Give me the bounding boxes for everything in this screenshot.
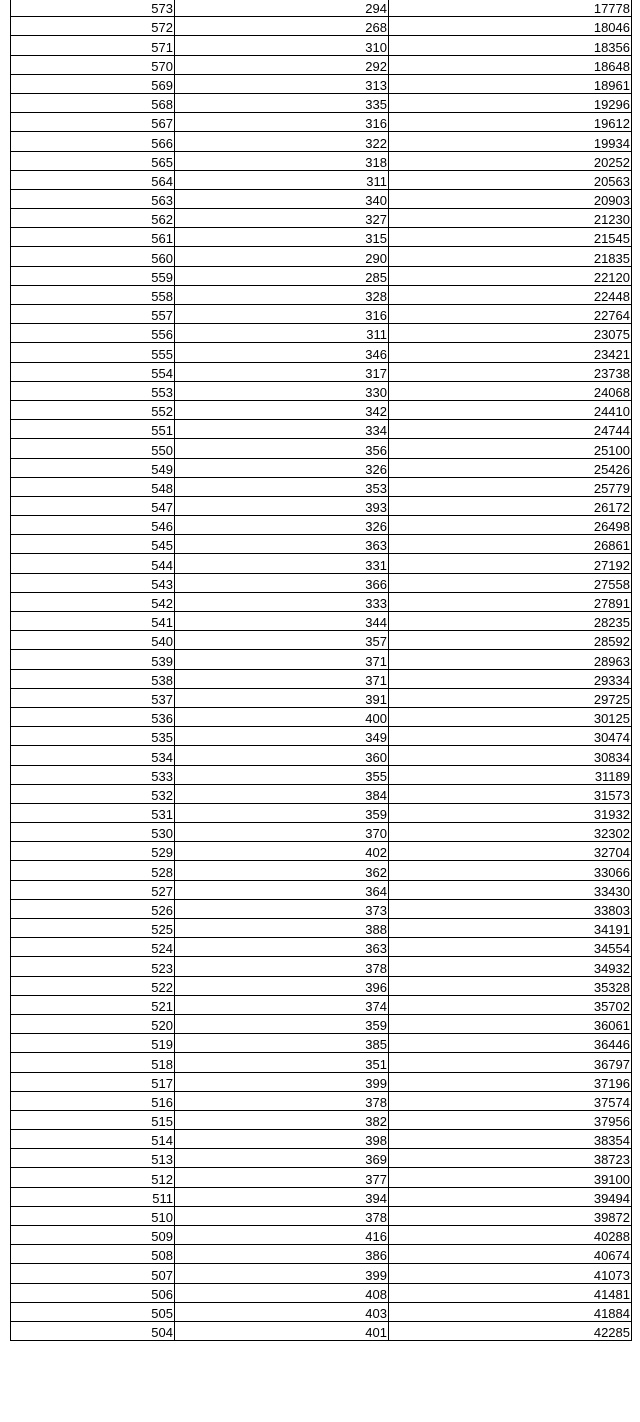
score-cell: 539: [11, 650, 175, 669]
table-row: [11, 650, 632, 669]
count-cell: 357: [175, 631, 389, 650]
count-cell: 373: [175, 899, 389, 918]
table-row: [11, 228, 632, 247]
cumulative-cell: 26172: [389, 496, 632, 515]
cumulative-cell: 30834: [389, 746, 632, 765]
count-cell: 403: [175, 1302, 389, 1321]
count-cell: 310: [175, 36, 389, 55]
score-cell: 536: [11, 707, 175, 726]
count-cell: 316: [175, 305, 389, 324]
table-row: [11, 919, 632, 938]
score-cell: 557: [11, 305, 175, 324]
score-cell: 523: [11, 957, 175, 976]
count-cell: 400: [175, 707, 389, 726]
cumulative-cell: 31932: [389, 803, 632, 822]
score-cell: 515: [11, 1110, 175, 1129]
count-cell: 363: [175, 938, 389, 957]
table-row: [11, 477, 632, 496]
table-row: [11, 784, 632, 803]
score-cell: 511: [11, 1187, 175, 1206]
score-cell: 534: [11, 746, 175, 765]
cumulative-cell: 30125: [389, 707, 632, 726]
cumulative-cell: 34191: [389, 919, 632, 938]
count-cell: 359: [175, 803, 389, 822]
cumulative-cell: 41481: [389, 1283, 632, 1302]
cumulative-cell: 19296: [389, 93, 632, 112]
score-cell: 518: [11, 1053, 175, 1072]
cumulative-cell: 23421: [389, 343, 632, 362]
table-row: [11, 976, 632, 995]
count-cell: 315: [175, 228, 389, 247]
count-cell: 408: [175, 1283, 389, 1302]
cumulative-cell: 41073: [389, 1264, 632, 1283]
score-cell: 522: [11, 976, 175, 995]
cumulative-cell: 24744: [389, 420, 632, 439]
table-row: [11, 1226, 632, 1245]
cumulative-cell: 29334: [389, 669, 632, 688]
score-cell: 535: [11, 727, 175, 746]
score-cell: 506: [11, 1283, 175, 1302]
score-cell: 510: [11, 1206, 175, 1225]
count-cell: 371: [175, 650, 389, 669]
score-cell: 521: [11, 995, 175, 1014]
score-cell: 520: [11, 1014, 175, 1033]
count-cell: 346: [175, 343, 389, 362]
count-cell: 311: [175, 170, 389, 189]
cumulative-cell: 18961: [389, 74, 632, 93]
cumulative-cell: 25100: [389, 439, 632, 458]
cumulative-cell: 17778: [389, 0, 632, 17]
cumulative-cell: 36446: [389, 1034, 632, 1053]
cumulative-cell: 38723: [389, 1149, 632, 1168]
cumulative-cell: 34554: [389, 938, 632, 957]
count-cell: 378: [175, 1091, 389, 1110]
count-cell: 401: [175, 1321, 389, 1340]
score-cell: 552: [11, 400, 175, 419]
score-cell: 547: [11, 496, 175, 515]
score-cell: 517: [11, 1072, 175, 1091]
count-cell: 378: [175, 1206, 389, 1225]
table-row: [11, 381, 632, 400]
table-row: [11, 1014, 632, 1033]
score-cell: 546: [11, 516, 175, 535]
score-cell: 527: [11, 880, 175, 899]
cumulative-cell: 19612: [389, 113, 632, 132]
cumulative-cell: 37574: [389, 1091, 632, 1110]
table-row: [11, 592, 632, 611]
cumulative-cell: 33803: [389, 899, 632, 918]
table-row: [11, 1149, 632, 1168]
table-row: [11, 746, 632, 765]
score-cell: 572: [11, 17, 175, 36]
count-cell: 342: [175, 400, 389, 419]
table-row: [11, 420, 632, 439]
count-cell: 326: [175, 458, 389, 477]
table-row: [11, 439, 632, 458]
cumulative-cell: 22120: [389, 266, 632, 285]
table-row: [11, 938, 632, 957]
count-cell: 369: [175, 1149, 389, 1168]
table-row: [11, 1264, 632, 1283]
table-row: [11, 1091, 632, 1110]
cumulative-cell: 19934: [389, 132, 632, 151]
cumulative-cell: 33066: [389, 861, 632, 880]
table-row: [11, 1187, 632, 1206]
table-row: [11, 496, 632, 515]
cumulative-cell: 39494: [389, 1187, 632, 1206]
score-cell: 568: [11, 93, 175, 112]
count-cell: 335: [175, 93, 389, 112]
cumulative-cell: 38354: [389, 1130, 632, 1149]
score-cell: 561: [11, 228, 175, 247]
table-row: [11, 362, 632, 381]
score-cell: 550: [11, 439, 175, 458]
count-cell: 285: [175, 266, 389, 285]
count-cell: 371: [175, 669, 389, 688]
table-row: [11, 612, 632, 631]
score-cell: 513: [11, 1149, 175, 1168]
score-cell: 566: [11, 132, 175, 151]
cumulative-cell: 35328: [389, 976, 632, 995]
score-cell: 554: [11, 362, 175, 381]
cumulative-cell: 22764: [389, 305, 632, 324]
score-cell: 542: [11, 592, 175, 611]
cumulative-cell: 39872: [389, 1206, 632, 1225]
cumulative-cell: 20903: [389, 189, 632, 208]
score-cell: 556: [11, 324, 175, 343]
count-cell: 294: [175, 0, 389, 17]
table-row: [11, 285, 632, 304]
cumulative-cell: 24068: [389, 381, 632, 400]
score-cell: 512: [11, 1168, 175, 1187]
count-cell: 318: [175, 151, 389, 170]
count-cell: 340: [175, 189, 389, 208]
count-cell: 393: [175, 496, 389, 515]
table-row: [11, 209, 632, 228]
count-cell: 364: [175, 880, 389, 899]
table-row: [11, 688, 632, 707]
cumulative-cell: 20252: [389, 151, 632, 170]
score-cell: 543: [11, 573, 175, 592]
cumulative-cell: 37956: [389, 1110, 632, 1129]
cumulative-cell: 18046: [389, 17, 632, 36]
score-cell: 540: [11, 631, 175, 650]
count-cell: 374: [175, 995, 389, 1014]
cumulative-cell: 26861: [389, 535, 632, 554]
cumulative-cell: 21230: [389, 209, 632, 228]
table-row: [11, 1302, 632, 1321]
count-cell: 382: [175, 1110, 389, 1129]
table-body: [11, 0, 632, 1341]
cumulative-cell: 23738: [389, 362, 632, 381]
count-cell: 349: [175, 727, 389, 746]
cumulative-cell: 27891: [389, 592, 632, 611]
table-row: [11, 1283, 632, 1302]
count-cell: 356: [175, 439, 389, 458]
count-cell: 292: [175, 55, 389, 74]
count-cell: 328: [175, 285, 389, 304]
count-cell: 313: [175, 74, 389, 93]
cumulative-cell: 30474: [389, 727, 632, 746]
cumulative-cell: 34932: [389, 957, 632, 976]
table-row: [11, 1034, 632, 1053]
cumulative-cell: 42285: [389, 1321, 632, 1340]
score-cell: 569: [11, 74, 175, 93]
score-cell: 571: [11, 36, 175, 55]
table-row: [11, 36, 632, 55]
cumulative-cell: 22448: [389, 285, 632, 304]
score-cell: 508: [11, 1245, 175, 1264]
count-cell: 370: [175, 823, 389, 842]
table-row: [11, 1053, 632, 1072]
table-row: [11, 707, 632, 726]
count-cell: 311: [175, 324, 389, 343]
table-row: [11, 247, 632, 266]
table-row: [11, 1072, 632, 1091]
count-cell: 416: [175, 1226, 389, 1245]
cumulative-cell: 31573: [389, 784, 632, 803]
score-cell: 563: [11, 189, 175, 208]
count-cell: 378: [175, 957, 389, 976]
cumulative-cell: 28963: [389, 650, 632, 669]
score-cell: 551: [11, 420, 175, 439]
table-row: [11, 803, 632, 822]
score-cell: 541: [11, 612, 175, 631]
table-row: [11, 17, 632, 36]
table-row: [11, 823, 632, 842]
cumulative-cell: 41884: [389, 1302, 632, 1321]
count-cell: 344: [175, 612, 389, 631]
table-row: [11, 1168, 632, 1187]
cumulative-cell: 33430: [389, 880, 632, 899]
table-row: [11, 343, 632, 362]
count-cell: 334: [175, 420, 389, 439]
score-cell: 548: [11, 477, 175, 496]
table-row: [11, 631, 632, 650]
score-cell: 507: [11, 1264, 175, 1283]
score-distribution-table-container: [10, 0, 631, 1341]
cumulative-cell: 20563: [389, 170, 632, 189]
cumulative-cell: 35702: [389, 995, 632, 1014]
count-cell: 394: [175, 1187, 389, 1206]
count-cell: 327: [175, 209, 389, 228]
score-cell: 565: [11, 151, 175, 170]
cumulative-cell: 24410: [389, 400, 632, 419]
count-cell: 326: [175, 516, 389, 535]
count-cell: 402: [175, 842, 389, 861]
cumulative-cell: 18356: [389, 36, 632, 55]
count-cell: 366: [175, 573, 389, 592]
count-cell: 355: [175, 765, 389, 784]
score-cell: 538: [11, 669, 175, 688]
cumulative-cell: 25779: [389, 477, 632, 496]
score-cell: 524: [11, 938, 175, 957]
table-row: [11, 0, 632, 17]
count-cell: 391: [175, 688, 389, 707]
table-row: [11, 554, 632, 573]
count-cell: 362: [175, 861, 389, 880]
count-cell: 377: [175, 1168, 389, 1187]
table-row: [11, 727, 632, 746]
score-cell: 553: [11, 381, 175, 400]
count-cell: 388: [175, 919, 389, 938]
cumulative-cell: 28592: [389, 631, 632, 650]
table-row: [11, 74, 632, 93]
table-row: [11, 1245, 632, 1264]
score-cell: 555: [11, 343, 175, 362]
table-row: [11, 516, 632, 535]
count-cell: 268: [175, 17, 389, 36]
score-distribution-table: [10, 0, 632, 1341]
table-row: [11, 669, 632, 688]
count-cell: 330: [175, 381, 389, 400]
count-cell: 333: [175, 592, 389, 611]
table-row: [11, 1130, 632, 1149]
cumulative-cell: 36797: [389, 1053, 632, 1072]
cumulative-cell: 18648: [389, 55, 632, 74]
cumulative-cell: 23075: [389, 324, 632, 343]
count-cell: 386: [175, 1245, 389, 1264]
table-row: [11, 151, 632, 170]
table-row: [11, 1321, 632, 1340]
score-cell: 567: [11, 113, 175, 132]
score-cell: 529: [11, 842, 175, 861]
table-row: [11, 995, 632, 1014]
count-cell: 351: [175, 1053, 389, 1072]
table-row: [11, 400, 632, 419]
score-cell: 528: [11, 861, 175, 880]
table-row: [11, 170, 632, 189]
count-cell: 331: [175, 554, 389, 573]
count-cell: 359: [175, 1014, 389, 1033]
cumulative-cell: 25426: [389, 458, 632, 477]
score-cell: 526: [11, 899, 175, 918]
score-cell: 560: [11, 247, 175, 266]
score-cell: 531: [11, 803, 175, 822]
cumulative-cell: 27192: [389, 554, 632, 573]
score-cell: 532: [11, 784, 175, 803]
table-row: [11, 861, 632, 880]
table-row: [11, 765, 632, 784]
cumulative-cell: 28235: [389, 612, 632, 631]
score-cell: 504: [11, 1321, 175, 1340]
cumulative-cell: 21835: [389, 247, 632, 266]
table-row: [11, 458, 632, 477]
score-cell: 558: [11, 285, 175, 304]
cumulative-cell: 40674: [389, 1245, 632, 1264]
score-cell: 514: [11, 1130, 175, 1149]
score-cell: 537: [11, 688, 175, 707]
count-cell: 317: [175, 362, 389, 381]
cumulative-cell: 36061: [389, 1014, 632, 1033]
score-cell: 544: [11, 554, 175, 573]
cumulative-cell: 40288: [389, 1226, 632, 1245]
table-row: [11, 189, 632, 208]
table-row: [11, 113, 632, 132]
cumulative-cell: 32704: [389, 842, 632, 861]
cumulative-cell: 29725: [389, 688, 632, 707]
table-row: [11, 55, 632, 74]
cumulative-cell: 31189: [389, 765, 632, 784]
score-cell: 573: [11, 0, 175, 17]
score-cell: 505: [11, 1302, 175, 1321]
count-cell: 396: [175, 976, 389, 995]
table-row: [11, 305, 632, 324]
table-row: [11, 880, 632, 899]
table-row: [11, 535, 632, 554]
table-row: [11, 1110, 632, 1129]
count-cell: 360: [175, 746, 389, 765]
cumulative-cell: 32302: [389, 823, 632, 842]
score-cell: 570: [11, 55, 175, 74]
cumulative-cell: 27558: [389, 573, 632, 592]
cumulative-cell: 39100: [389, 1168, 632, 1187]
score-cell: 519: [11, 1034, 175, 1053]
count-cell: 363: [175, 535, 389, 554]
score-cell: 525: [11, 919, 175, 938]
score-cell: 545: [11, 535, 175, 554]
table-row: [11, 324, 632, 343]
count-cell: 399: [175, 1264, 389, 1283]
count-cell: 399: [175, 1072, 389, 1091]
count-cell: 398: [175, 1130, 389, 1149]
score-cell: 549: [11, 458, 175, 477]
score-cell: 530: [11, 823, 175, 842]
count-cell: 384: [175, 784, 389, 803]
table-row: [11, 573, 632, 592]
count-cell: 290: [175, 247, 389, 266]
table-row: [11, 93, 632, 112]
score-cell: 533: [11, 765, 175, 784]
count-cell: 322: [175, 132, 389, 151]
table-row: [11, 899, 632, 918]
cumulative-cell: 26498: [389, 516, 632, 535]
score-cell: 559: [11, 266, 175, 285]
count-cell: 385: [175, 1034, 389, 1053]
table-row: [11, 957, 632, 976]
count-cell: 316: [175, 113, 389, 132]
score-cell: 564: [11, 170, 175, 189]
table-row: [11, 266, 632, 285]
score-cell: 562: [11, 209, 175, 228]
table-row: [11, 1206, 632, 1225]
cumulative-cell: 21545: [389, 228, 632, 247]
count-cell: 353: [175, 477, 389, 496]
table-row: [11, 132, 632, 151]
score-cell: 509: [11, 1226, 175, 1245]
score-cell: 516: [11, 1091, 175, 1110]
table-row: [11, 842, 632, 861]
cumulative-cell: 37196: [389, 1072, 632, 1091]
